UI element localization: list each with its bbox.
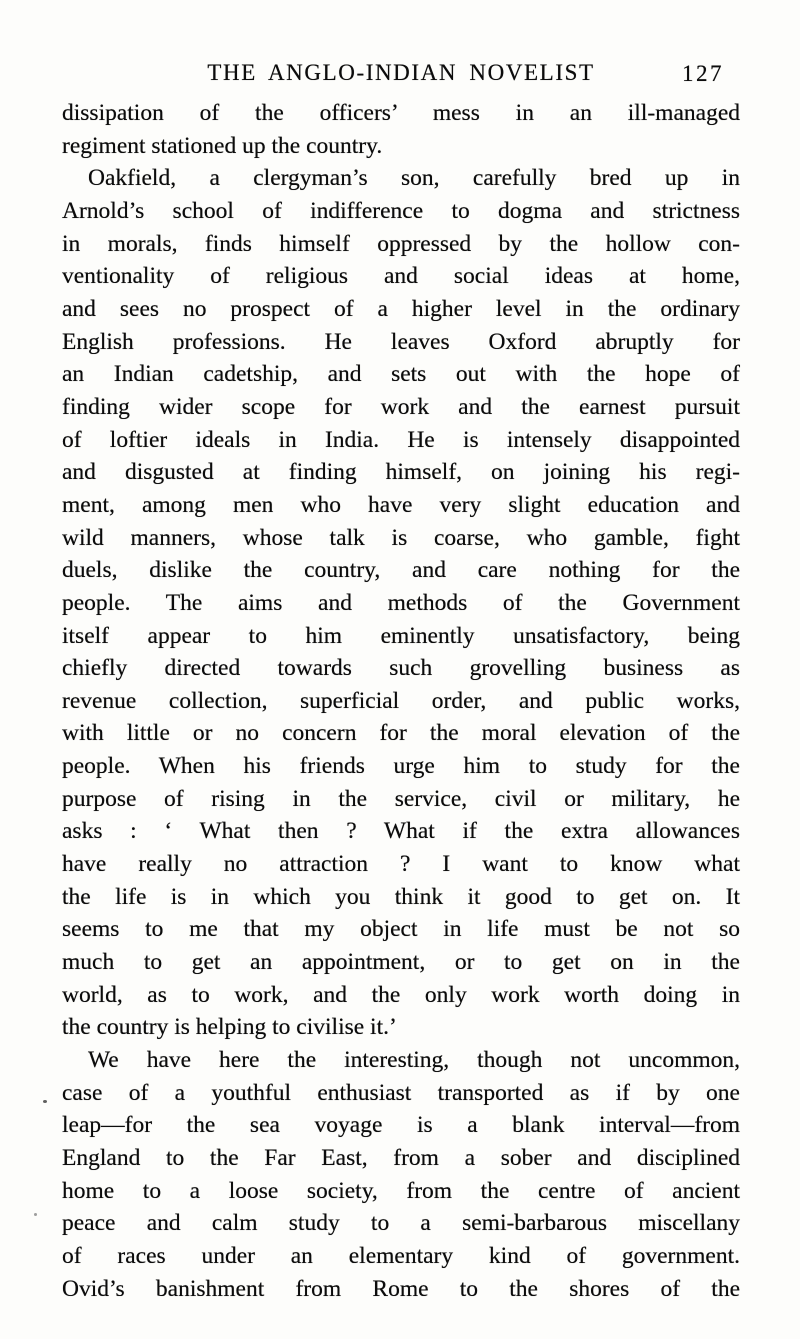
text-line: revenue collection, superficial order, and public works, bbox=[62, 687, 740, 714]
text-line: world, as to work, and the only work worth doing in bbox=[62, 981, 740, 1008]
text-line: people. When his friends urge him to study for the bbox=[62, 753, 740, 780]
text-line: with little or no concern for the moral elevation of the bbox=[62, 720, 740, 747]
text-line: of loftier ideals in India. He is intensely disappointed bbox=[62, 426, 740, 453]
page-header-title: THE ANGLO-INDIAN NOVELIST bbox=[207, 60, 595, 85]
text-line: and sees no prospect of a higher level in the ordinary bbox=[62, 295, 740, 322]
text-line: Ovid’s banishment from Rome to the shores of the bbox=[62, 1275, 740, 1302]
text-line: seems to me that my object in life must be not so bbox=[62, 916, 740, 943]
text-line: the country is helping to civilise it.’ bbox=[62, 1014, 397, 1041]
text-line: case of a youthful enthusiast transported as if by one bbox=[62, 1079, 740, 1106]
text-line: of races under an elementary kind of government. bbox=[62, 1242, 740, 1269]
text-line: and disgusted at finding himself, on joining his regi- bbox=[62, 459, 740, 486]
text-line: finding wider scope for work and the earnest pursuit bbox=[62, 393, 740, 420]
text-line: We have here the interesting, though not uncommon, bbox=[88, 1047, 740, 1074]
paragraph bbox=[62, 162, 740, 1044]
paragraph bbox=[62, 1044, 740, 1305]
text-line: Arnold’s school of indifference to dogma and strictness bbox=[62, 197, 740, 224]
text-line: the life is in which you think it good to get on. It bbox=[62, 883, 740, 910]
text-line: ment, among men who have very slight education and bbox=[62, 491, 740, 518]
text-line: home to a loose society, from the centre of ancient bbox=[62, 1177, 740, 1204]
text-line: peace and calm study to a semi-barbarous miscellany bbox=[62, 1210, 740, 1237]
text-line: have really no attraction ? I want to know what bbox=[62, 851, 740, 878]
text-line: people. The aims and methods of the Government bbox=[62, 589, 740, 616]
text-line: in morals, finds himself oppressed by the hollow con- bbox=[62, 230, 740, 257]
text-line: leap—for the sea voyage is a blank interval—from bbox=[62, 1112, 740, 1139]
running-header bbox=[62, 60, 740, 90]
text-line: chiefly directed towards such grovelling business as bbox=[62, 655, 740, 682]
text-line: asks : ‘ What then ? What if the extra allowances bbox=[62, 818, 740, 845]
page-number: 127 bbox=[682, 61, 724, 86]
scan-speck bbox=[43, 1100, 47, 1103]
text-line: regiment stationed up the country. bbox=[62, 132, 383, 159]
text-block bbox=[62, 97, 740, 1305]
text-line: England to the Far East, from a sober and disciplined bbox=[62, 1145, 740, 1171]
paragraph bbox=[62, 97, 740, 162]
text-line: dissipation of the officers’ mess in an ill-managed bbox=[62, 100, 740, 126]
text-line: purpose of rising in the service, civil or military, he bbox=[62, 785, 740, 812]
scan-speck bbox=[34, 1213, 37, 1216]
text-line: an Indian cadetship, and sets out with the hope of bbox=[62, 361, 740, 388]
text-line: English professions. He leaves Oxford abruptly for bbox=[62, 328, 740, 355]
text-line: ventionality of religious and social ideas at home, bbox=[62, 263, 740, 290]
text-line: wild manners, whose talk is coarse, who gamble, fight bbox=[62, 524, 740, 551]
text-line: duels, dislike the country, and care nothing for the bbox=[62, 557, 740, 584]
text-line: much to get an appointment, or to get on in the bbox=[62, 949, 740, 976]
text-line: Oakfield, a clergyman’s son, carefully bred up in bbox=[88, 165, 740, 192]
text-line: itself appear to him eminently unsatisfactory, being bbox=[62, 622, 740, 649]
